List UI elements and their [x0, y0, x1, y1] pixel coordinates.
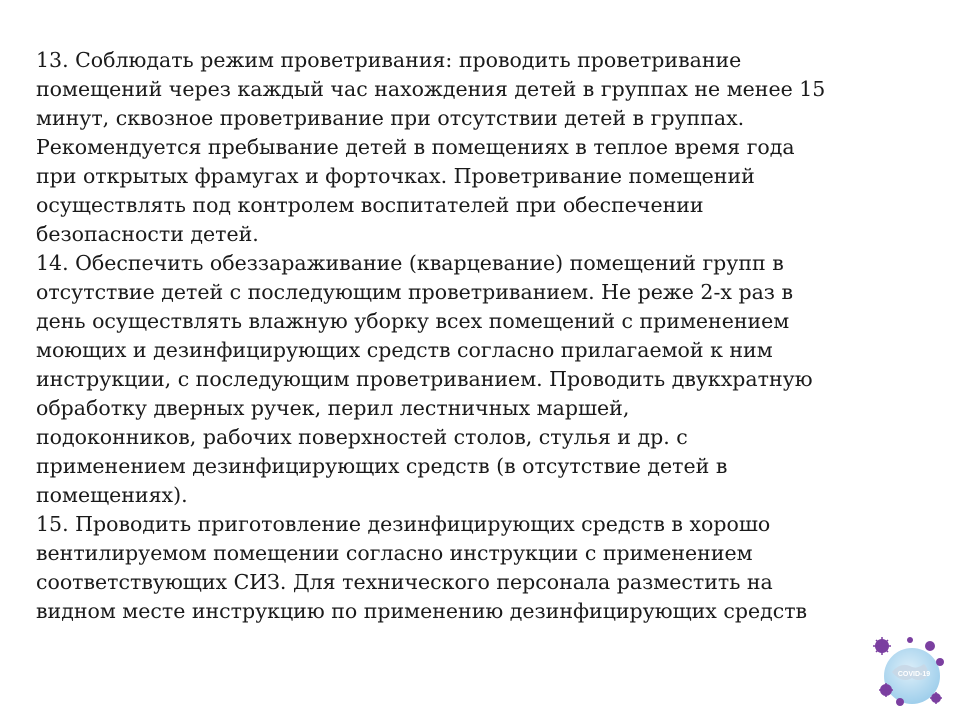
text-line: обработку дверных ручек, перил лестничных маршей,	[36, 396, 630, 420]
text-line: видном месте инструкцию по применению дезинфицирующих средств	[36, 599, 808, 623]
text-line: инструкции, с последующим проветриванием. Проводить двукхратную	[36, 367, 813, 391]
logo-label: COVID-19	[897, 671, 931, 678]
text-line: применением дезинфицирующих средств (в отсутствие детей в	[36, 454, 728, 478]
text-line: подоконников, рабочих поверхностей столов, стулья и др. с	[36, 425, 688, 449]
text-line: 13. Соблюдать режим проветривания: проводить проветривание	[36, 48, 742, 72]
text-line: моющих и дезинфицирующих средств согласно прилагаемой к ним	[36, 338, 773, 362]
paragraph-13	[36, 46, 936, 249]
paragraph-14	[36, 249, 936, 510]
covid-globe-icon	[870, 632, 950, 712]
document-body	[36, 46, 936, 626]
text-line: отсутствие детей с последующим проветриванием. Не реже 2-х раз в	[36, 280, 794, 304]
text-line: 14. Обеспечить обеззараживание (кварцевание) помещений групп в	[36, 251, 784, 275]
covid-globe-logo	[870, 632, 950, 712]
text-line: вентилируемом помещении согласно инструкции с применением	[36, 541, 753, 565]
text-line: соответствующих СИЗ. Для технического персонала разместить на	[36, 570, 773, 594]
text-line: при открытых фрамугах и форточках. Проветривание помещений	[36, 164, 755, 188]
text-line: день осуществлять влажную уборку всех помещений с применением	[36, 309, 790, 333]
text-line: помещений через каждый час нахождения детей в группах не менее 15	[36, 77, 826, 101]
text-line: помещениях).	[36, 483, 188, 507]
text-line: осуществлять под контролем воспитателей при обеспечении	[36, 193, 704, 217]
text-line: 15. Проводить приготовление дезинфицирующих средств в хорошо	[36, 512, 771, 536]
text-line: безопасности детей.	[36, 222, 259, 246]
text-line: минут, сквозное проветривание при отсутствии детей в группах.	[36, 106, 745, 130]
paragraph-15	[36, 510, 936, 626]
text-line: Рекомендуется пребывание детей в помещениях в теплое время года	[36, 135, 795, 159]
